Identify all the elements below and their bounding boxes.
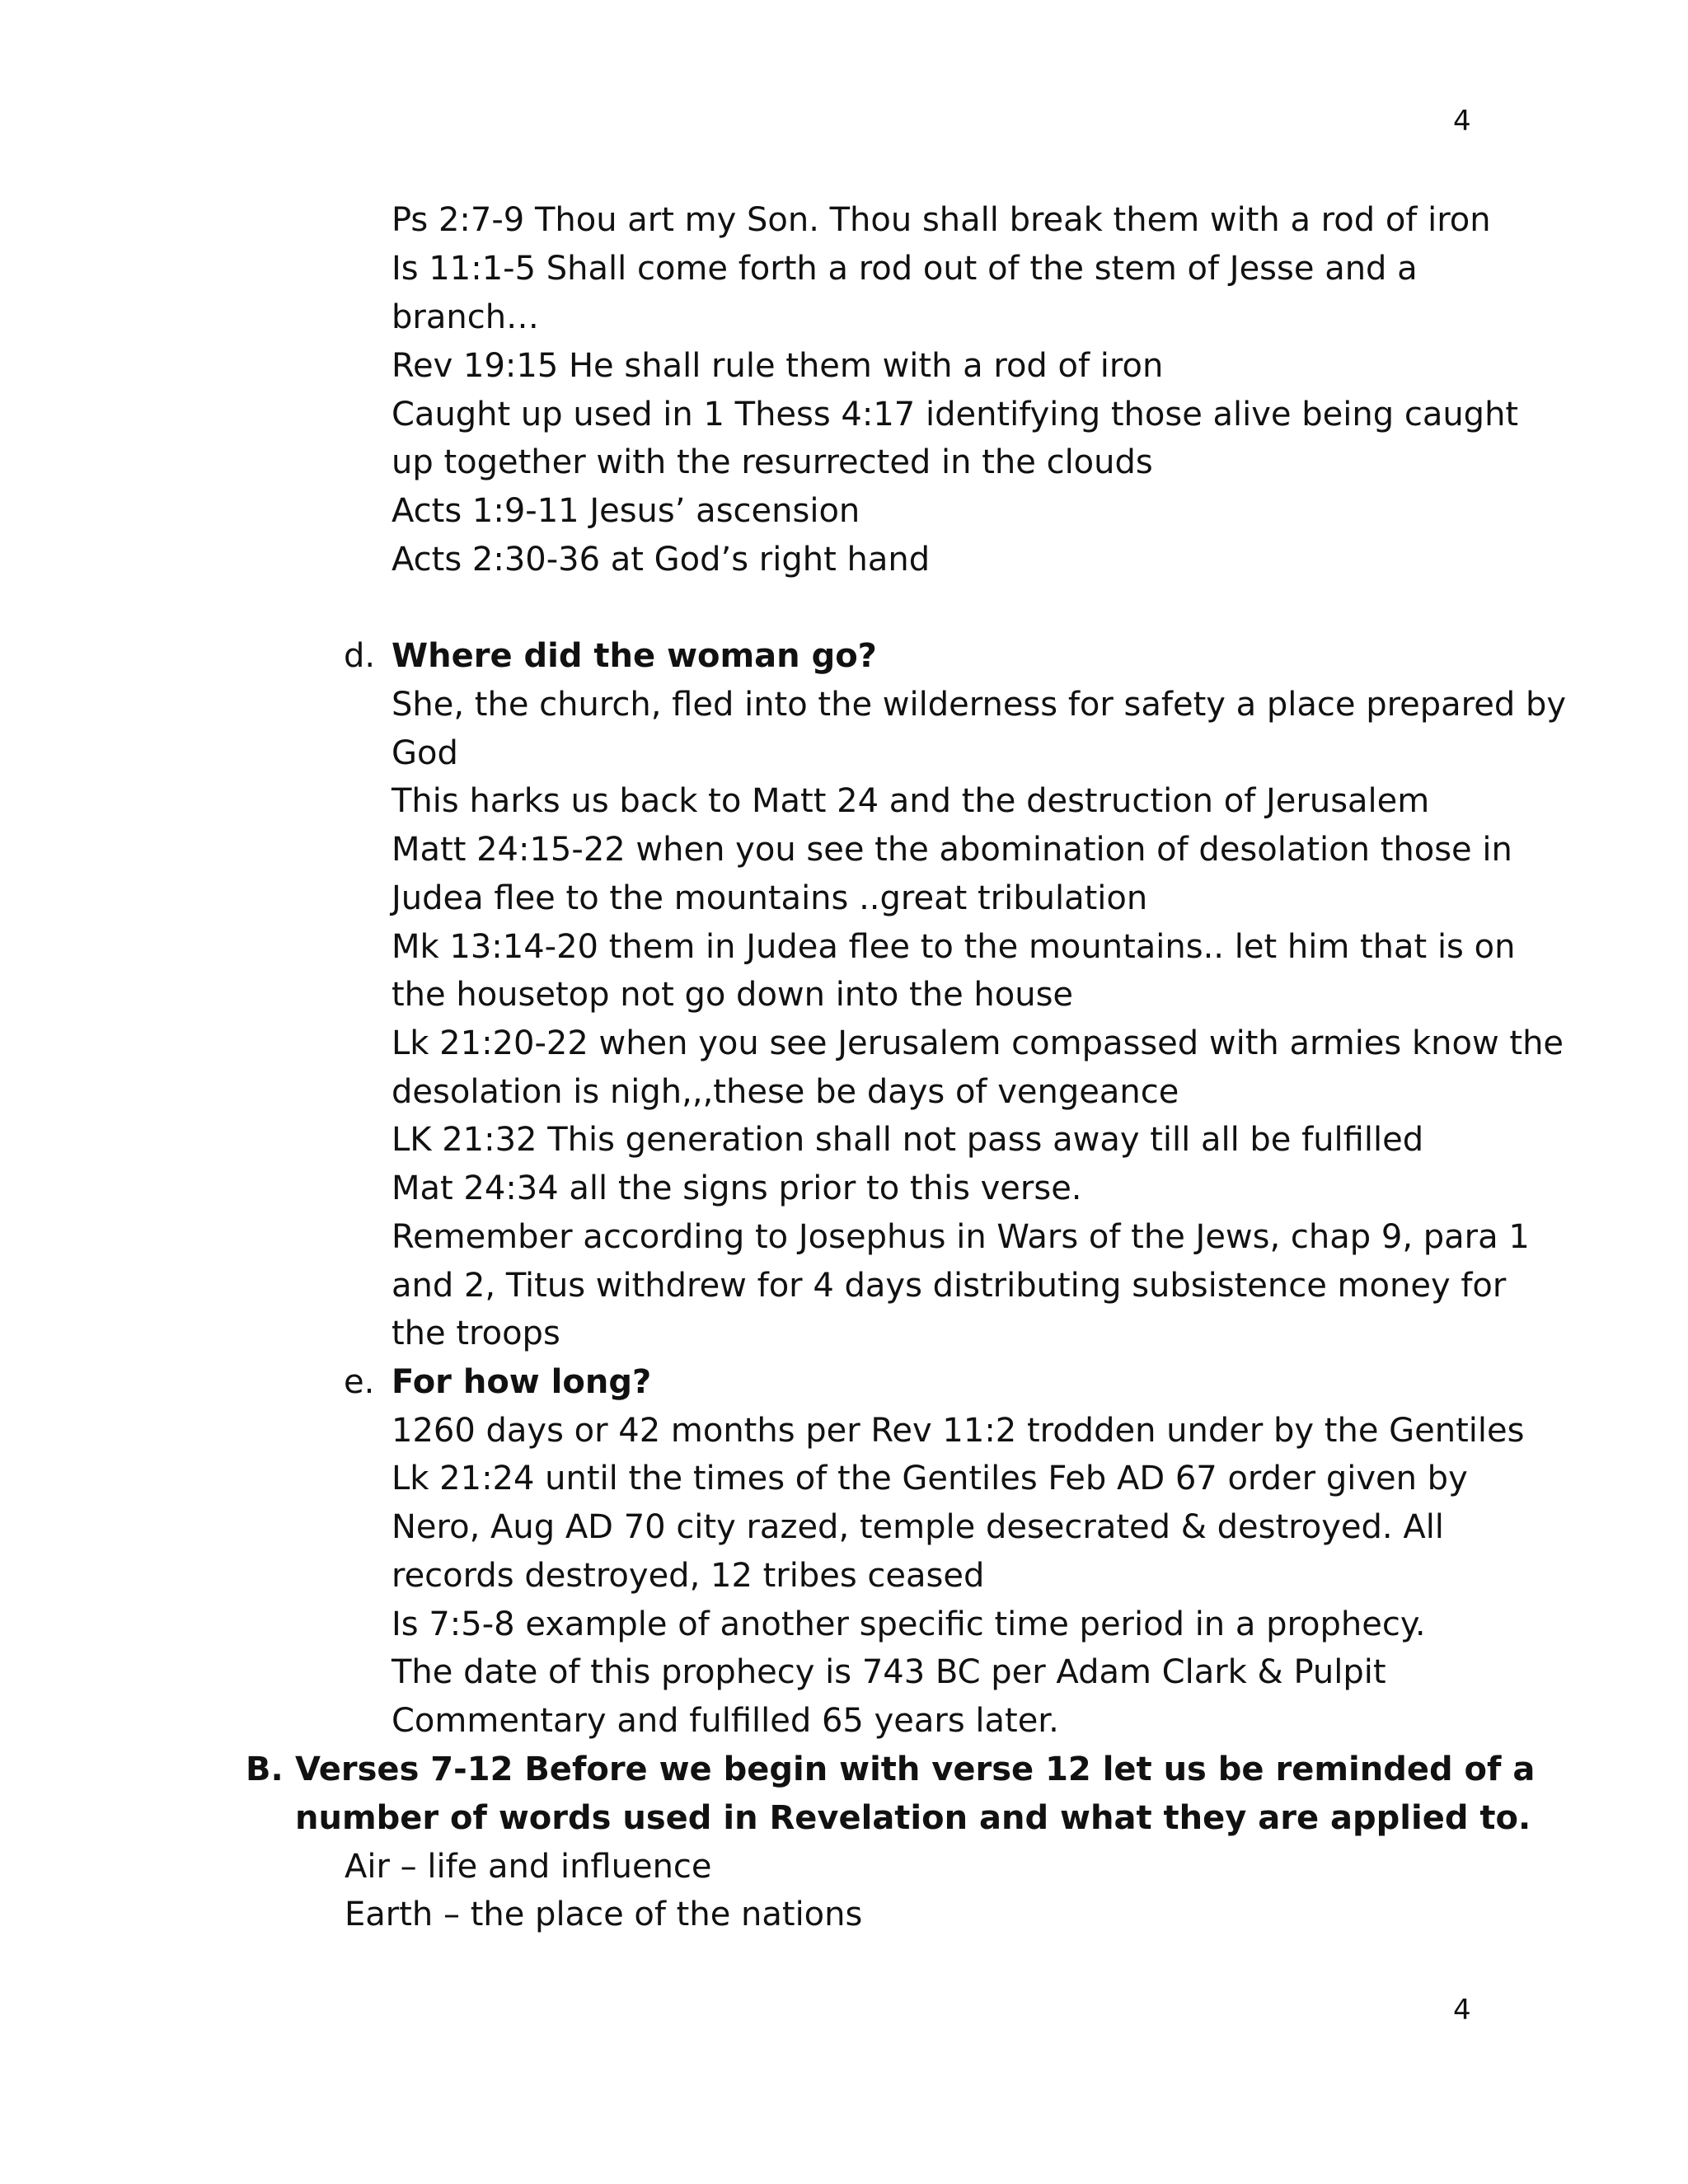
- section-b-heading-line: number of words used in Revelation and what they are applied to.: [295, 1799, 1531, 1837]
- text-line: and 2, Titus withdrew for 4 days distributing subsistence money for: [392, 1267, 1507, 1305]
- text-line: Rev 19:15 He shall rule them with a rod of iron: [392, 347, 1164, 385]
- text-line: the troops: [392, 1315, 560, 1352]
- item-e-heading: For how long?: [392, 1363, 652, 1401]
- text-line: Caught up used in 1 Thess 4:17 identifying those alive being caught: [392, 396, 1519, 434]
- text-line: 1260 days or 42 months per Rev 11:2 trodden under by the Gentiles: [392, 1412, 1525, 1450]
- text-line: Nero, Aug AD 70 city razed, temple desecrated & destroyed. All: [392, 1508, 1444, 1546]
- text-line: up together with the resurrected in the clouds: [392, 443, 1153, 481]
- list-marker-d: d.: [344, 637, 376, 675]
- text-line: Judea flee to the mountains ..great tribulation: [392, 879, 1148, 917]
- text-line: Earth – the place of the nations: [345, 1896, 863, 1933]
- text-line: Lk 21:20-22 when you see Jerusalem compassed with armies know the: [392, 1024, 1564, 1062]
- text-line: Is 11:1-5 Shall come forth a rod out of the stem of Jesse and a: [392, 250, 1418, 288]
- text-line: She, the church, fled into the wilderness for safety a place prepared by: [392, 686, 1567, 724]
- text-line: This harks us back to Matt 24 and the destruction of Jerusalem: [392, 782, 1430, 820]
- text-line: Air – life and influence: [345, 1848, 712, 1886]
- text-line: Ps 2:7-9 Thou art my Son. Thou shall break them with a rod of iron: [392, 201, 1491, 239]
- text-line: Lk 21:24 until the times of the Gentiles Feb AD 67 order given by: [392, 1460, 1468, 1497]
- text-line: Acts 1:9-11 Jesus’ ascension: [392, 492, 860, 530]
- text-line: Mk 13:14-20 them in Judea flee to the mountains.. let him that is on: [392, 928, 1516, 966]
- text-line: desolation is nigh,,,these be days of vengeance: [392, 1073, 1179, 1111]
- text-line: Commentary and fulfilled 65 years later.: [392, 1702, 1059, 1740]
- page-number-bottom: 4: [1453, 1994, 1471, 2027]
- text-line: Remember according to Josephus in Wars of the Jews, chap 9, para 1: [392, 1218, 1530, 1256]
- section-b-heading-line: Verses 7-12 Before we begin with verse 12 let us be reminded of a: [295, 1750, 1536, 1788]
- text-line: The date of this prophecy is 743 BC per Adam Clark & Pulpit: [392, 1653, 1386, 1691]
- text-line: Acts 2:30-36 at God’s right hand: [392, 541, 931, 579]
- text-line: Is 7:5-8 example of another specific time period in a prophecy.: [392, 1605, 1426, 1643]
- section-marker-b: B.: [246, 1750, 284, 1788]
- text-line: Mat 24:34 all the signs prior to this verse.: [392, 1169, 1082, 1207]
- text-line: branch…: [392, 298, 540, 336]
- text-line: records destroyed, 12 tribes ceased: [392, 1557, 985, 1595]
- item-d-heading: Where did the woman go?: [392, 637, 877, 675]
- text-line: LK 21:32 This generation shall not pass away till all be fulfilled: [392, 1121, 1424, 1159]
- list-marker-e: e.: [344, 1363, 375, 1401]
- text-line: Matt 24:15-22 when you see the abomination of desolation those in: [392, 831, 1512, 869]
- page-number-top: 4: [1453, 105, 1471, 138]
- text-line: God: [392, 734, 458, 772]
- text-line: the housetop not go down into the house: [392, 976, 1074, 1014]
